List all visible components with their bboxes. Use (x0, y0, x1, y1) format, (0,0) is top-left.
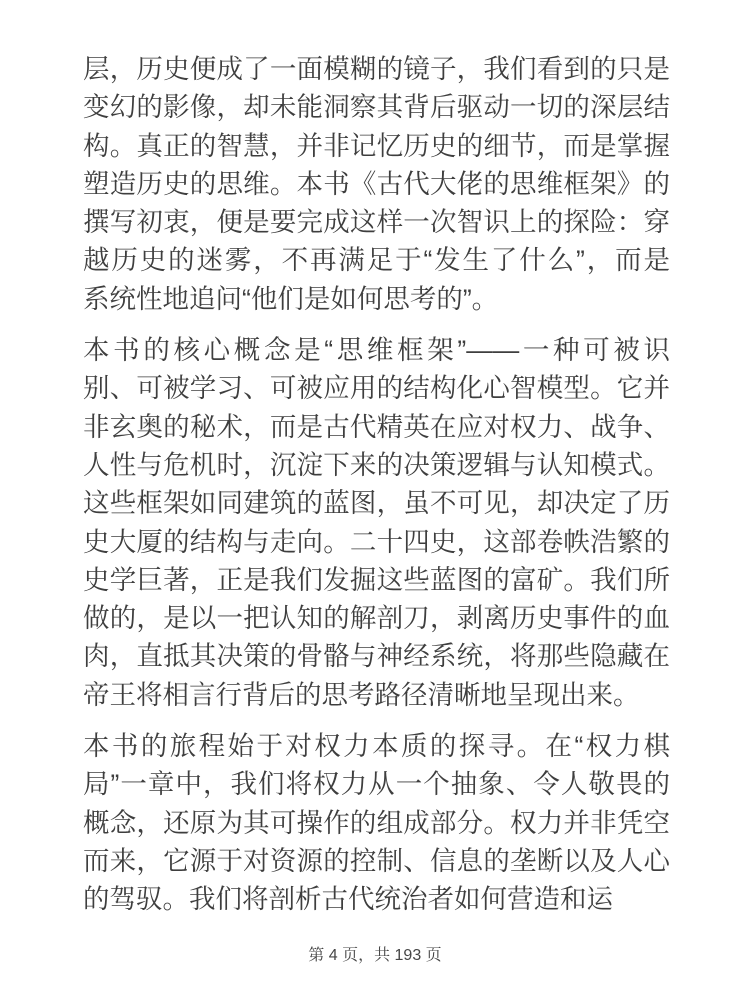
text-line: 帝王将相言行背后的思考路径清晰地呈现出来。 (83, 679, 640, 710)
paragraph (83, 50, 670, 318)
text-line: 非玄奥的秘术，而是古代精英在应对权力、战争、 (83, 411, 670, 442)
text-line: 越历史的迷雾，不再满足于“发生了什么”，而是 (83, 245, 670, 276)
text-line: 概念，还原为其可操作的组成部分。权力并非凭空 (83, 807, 670, 838)
text-line: 别、可被学习、可被应用的结构化心智模型。它并 (83, 373, 670, 404)
text-line: 这些框架如同建筑的蓝图，虽不可见，却决定了历 (83, 488, 670, 519)
text-line: 局”一章中，我们将权力从一个抽象、令人敬畏的 (83, 769, 670, 800)
text-line: 构。真正的智慧，并非记忆历史的细节，而是掌握 (83, 130, 670, 161)
text-line: 而来，它源于对资源的控制、信息的垄断以及人心 (83, 845, 670, 876)
text-line: 本书的核心概念是“思维框架”——一种可被识 (83, 335, 670, 366)
text-line: 层，历史便成了一面模糊的镜子，我们看到的只是 (83, 54, 670, 84)
text-line: 本书的旅程始于对权力本质的探寻。在“权力棋 (83, 731, 670, 762)
text-line: 肉，直抵其决策的骨骼与神经系统，将那些隐藏在 (83, 641, 670, 672)
text-line: 的驾驭。我们将剖析古代统治者如何营造和运 (83, 884, 613, 915)
paragraph (83, 727, 670, 918)
text-line: 撰写初衷，便是要完成这样一次智识上的探险：穿 (83, 207, 670, 238)
paragraph (83, 331, 670, 714)
page-number-indicator: 第 4 页，共 193 页 (308, 947, 442, 964)
text-line: 做的，是以一把认知的解剖刀，剥离历史事件的血 (83, 603, 670, 634)
text-line: 人性与危机时，沉淀下来的决策逻辑与认知模式。 (83, 449, 670, 480)
text-line: 变幻的影像，却未能洞察其背后驱动一切的深层结 (83, 92, 670, 123)
text-line: 系统性地追问“他们是如何思考的”。 (83, 283, 499, 314)
text-line: 史学巨著，正是我们发掘这些蓝图的富矿。我们所 (83, 564, 670, 595)
text-line: 史大厦的结构与走向。二十四史，这部卷帙浩繁的 (83, 526, 670, 557)
document-body (83, 50, 670, 919)
text-line: 塑造历史的思维。本书《古代大佬的思维框架》的 (83, 168, 670, 199)
